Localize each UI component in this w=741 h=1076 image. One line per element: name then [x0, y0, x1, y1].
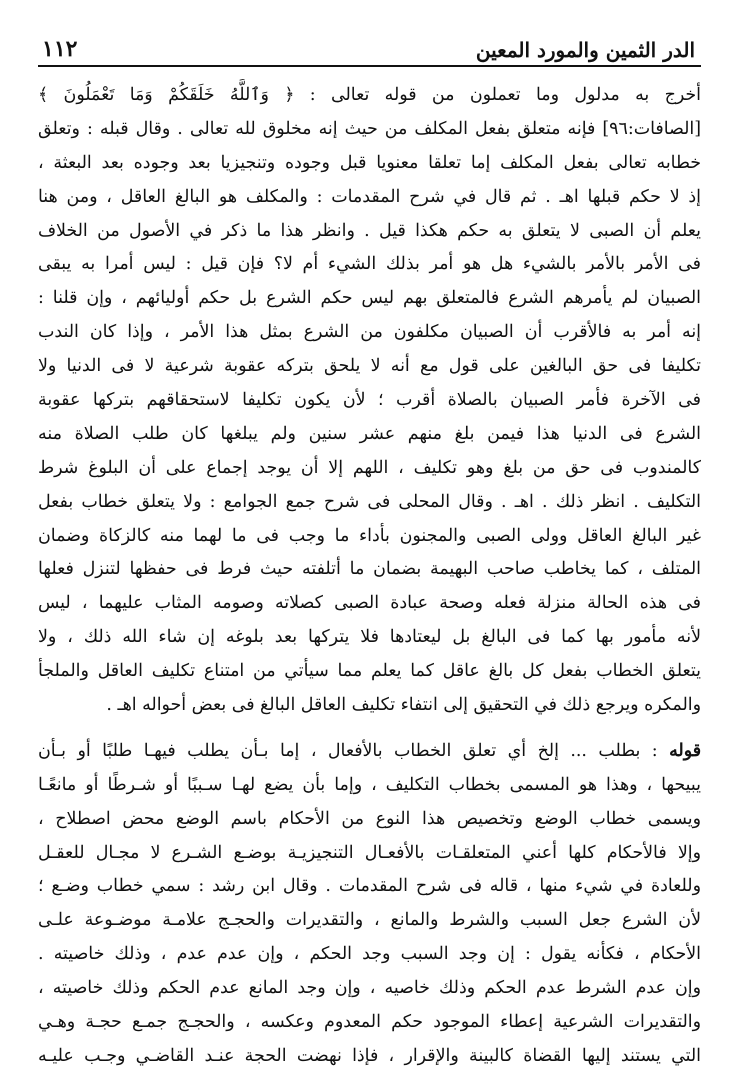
text-line: المتلف ، كما يخاطب صاحب البهيمة بضمان ما أتلفته حيث فرط فى حفظها لتنزل فعلها [38, 559, 701, 580]
text-line: كالمندوب فى حق من بلغ وهو تكليف ، اللهم إلا أن يوجد إجماع على أن البلوغ شرط [38, 457, 701, 478]
text-line: التكليف . انظر ذلك . اهـ . وقال المحلى فى شرح جمع الجوامع : ولا يتعلق خطاب بفعل [38, 491, 701, 512]
first-line-text: : بطلب ... إلخ أي تعلق الخطاب بالأفعال ، إما بـأن يطلب فيهـا طلبًا أو بـأن [38, 740, 658, 761]
text-line: خطابه تعالى بفعل المكلف إما تعلقا معنويا قبل وجوده وتنجيزيا بعد وجوده بعد البعثة ، [38, 152, 701, 173]
text-line: وإلا فالأحكام كلها أعني المتعلقـات بالأفعـال التنجيزيـة بوضـع الشـرع لا مجـال للعقـل [38, 842, 701, 863]
page-number: ١١٢ [42, 36, 78, 62]
text-line: يبيحها ، وهذا هو المسمى بخطاب التكليف ، وإما بأن يضع لهـا سـببًا أو شـرطًا أو مانعًـا [38, 774, 701, 795]
text-line: الأحكام ، فكأنه يقول : إن وجد السبب وجد الحكم ، وإن عدم عدم ، وذلك خاصيته . [38, 944, 701, 965]
text-line: ويسمى خطاب الوضع وتخصيص هذا النوع من الأحكام باسم الوضع محض اصطلاح ، [38, 808, 701, 829]
text-line: فى الآخرة فأمر الصبيان بالصلاة أقرب ؛ لأن يكون تكليفا لاستحقاقهم بتركها عقوبة [38, 390, 701, 411]
text-line: أخرج به مدلول وما تعملون من قوله تعالى : ﴿ وَٱللَّهُ خَلَقَكُمْ وَمَا تَعْمَلُونَ ﴾ [38, 85, 701, 105]
running-header [38, 22, 701, 67]
text-line: والمكره ويرجع ذلك في التحقيق إلى انتفاء تكليف العاقل البالغ فى بعض أحواله اهـ . [106, 695, 701, 716]
text-line: الشرع فى الدنيا هذا فيمن بلغ منهم عشر سنين ولم يبلغها كان طلب الصلاة منه [38, 423, 701, 444]
text-line: يعلم أن الصبى لا يتعلق به حكم هكذا قيل . وانظر هذا ما ذكر في الأصول من الخلاف [38, 220, 701, 241]
text-line-first [38, 735, 701, 769]
text-line: لأنه مأمور بها كما فى البالغ بل ليعتادها فلا يتركها بعد بلوغه إن شاء الله ذلك ، ولا [38, 627, 701, 648]
text-line: لأن الشرع جعل السبب والشرط والمانع ، والتقديرات والحجـج علامـة موضـوعة علـى [38, 910, 701, 931]
text-line: إنه أمر به فالأقرب أن الصبيان مكلفون من الشرع بمثل هذا الأمر ، وإذا كان الندب [38, 322, 701, 343]
text-line: والتقديرات الشرعية إعطاء الموجود حكم المعدوم وعكسه ، والحجـج جمـع حجـة وهـي [38, 1012, 701, 1033]
paragraph-block-1 [38, 79, 701, 723]
text-line: يتعلق الخطاب بفعل كل بالغ عاقل كما يعلم مما سيأتي من امتناع تكليف العاقل والملجأ [38, 661, 701, 682]
text-line: غير البالغ العاقل وولى الصبى والمجنون بأداء ما وجب فى ما لهما منه كالزكاة وضمان [38, 525, 701, 546]
text-line: إذ لا حكم قبلها اهـ . ثم قال في شرح المقدمات : والمكلف هو البالغ العاقل ، ومن هنا [38, 186, 701, 207]
book-title: الدر الثمين والمورد المعين [475, 38, 695, 62]
text-line: التي يستند إليها القضاة كالبينة والإقرار ، فإذا نهضت الحجة عنـد القاضـي وجـب عليـه [38, 1045, 701, 1066]
text-line: الصبيان لم يأمرهم الشرع فالمتعلق بهم ليس حكم الشرع بل حكم أوليائهم ، وإن قلنا : [38, 288, 701, 309]
text-line: [الصافات:٩٦] فإنه متعلق بفعل المكلف من حيث إنه مخلوق لله تعالى . وقال قبله : وتعلق [38, 118, 701, 139]
paragraph-block-2 [38, 735, 701, 1074]
text-line: تكليفا فى حق البالغين على قول مع أنه لا يلحق بتركه عقوبة شرعية لا فى الدنيا ولا [38, 356, 701, 377]
commentary-lead-word: قوله [669, 740, 701, 761]
text-line: فى هذه الحالة منزلة فعله وصحة عبادة الصبى كصلاته وصومه المثاب عليهما ، ليس [38, 593, 701, 614]
text-line: فى الأمر بالأمر بالشيء هل هو أمر بذلك الشيء أم لا؟ فإن قيل : ليس أمرا به يبقى [38, 254, 701, 275]
text-line: وللعادة في شيء منها ، قاله فى شرح المقدمات . وقال ابن رشد : سمي خطاب وضـع ؛ [38, 876, 701, 897]
text-line: وإن عدم الشرط عدم الحكم وذلك خاصيه ، وإن وجد المانع عدم الحكم وذلك خاصيته ، [38, 978, 701, 999]
